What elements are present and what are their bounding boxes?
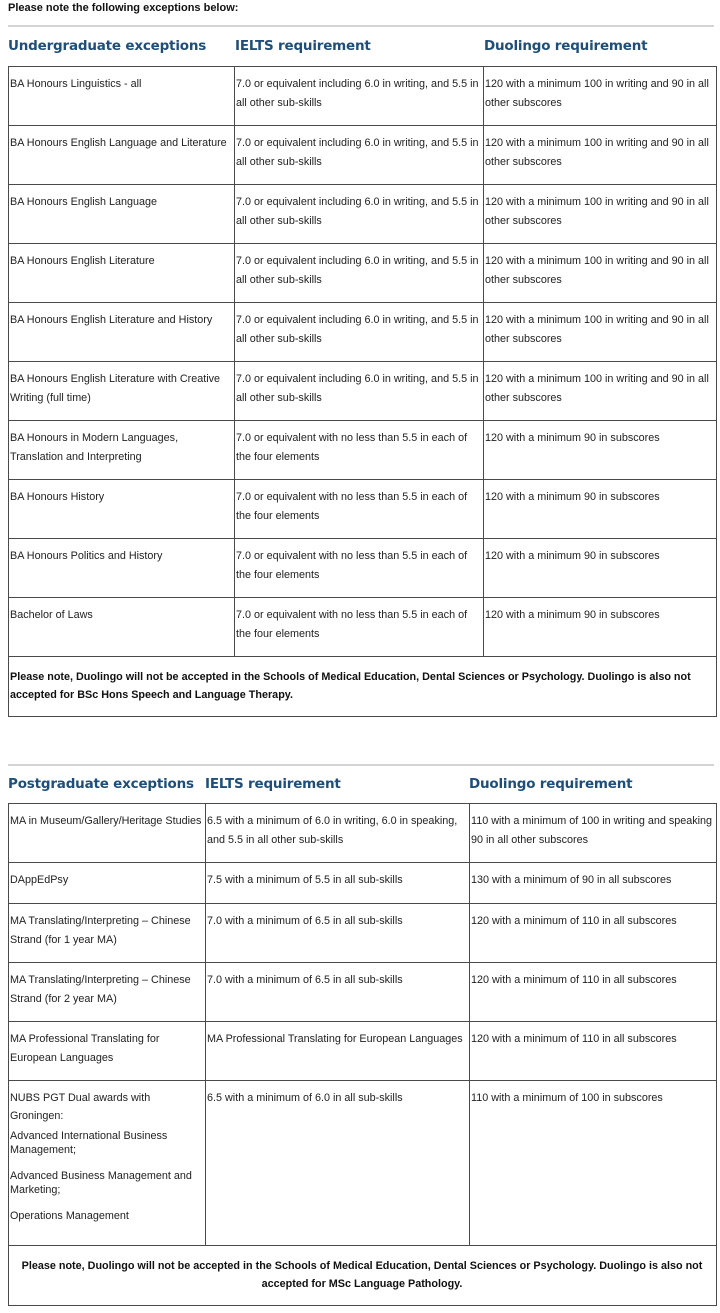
ielts-cell: 7.0 with a minimum of 6.5 in all sub-skills — [206, 963, 470, 1022]
dual-award-item: Operations Management — [10, 1210, 129, 1222]
duolingo-cell: 120 with a minimum 100 in writing and 90 in all other subscores — [484, 244, 717, 303]
ielts-cell: 7.0 or equivalent including 6.0 in writing, and 5.5 in all other sub-skills — [235, 67, 484, 126]
ug-header-ielts: IELTS requirement — [235, 38, 371, 54]
course-cell: Bachelor of Laws — [9, 598, 235, 657]
ielts-cell: 6.5 with a minimum of 6.0 in writing, 6.0 in speaking, and 5.5 in all other sub-skills — [206, 804, 470, 863]
table-row — [9, 539, 717, 598]
ielts-cell: 7.0 or equivalent with no less than 5.5 in each of the four elements — [235, 480, 484, 539]
dual-award-item: Advanced Business Management and Marketing; — [10, 1170, 192, 1196]
course-cell: BA Honours Linguistics - all — [9, 67, 235, 126]
course-cell: BA Honours in Modern Languages, Translation and Interpreting — [9, 421, 235, 480]
duolingo-cell: 120 with a minimum 90 in subscores — [484, 421, 717, 480]
course-cell — [9, 1081, 206, 1246]
postgraduate-table — [8, 803, 717, 1306]
ug-header-course: Undergraduate exceptions — [8, 38, 207, 54]
course-cell: BA Honours English Literature with Creative Writing (full time) — [9, 362, 235, 421]
duolingo-cell: 120 with a minimum 100 in writing and 90 in all other subscores — [484, 126, 717, 185]
ielts-cell: 7.0 or equivalent including 6.0 in writing, and 5.5 in all other sub-skills — [235, 126, 484, 185]
ielts-cell: MA Professional Translating for European Languages — [206, 1022, 470, 1081]
course-cell: MA Translating/Interpreting – Chinese Strand (for 1 year MA) — [9, 904, 206, 963]
duolingo-cell: 110 with a minimum of 100 in subscores — [470, 1081, 717, 1246]
duolingo-cell: 130 with a minimum of 90 in all subscores — [470, 863, 717, 904]
dual-award-item: Advanced International Business Management; — [10, 1130, 168, 1156]
duolingo-cell: 120 with a minimum 100 in writing and 90 in all other subscores — [484, 362, 717, 421]
course-cell: MA in Museum/Gallery/Heritage Studies — [9, 804, 206, 863]
duolingo-cell: 120 with a minimum of 110 in all subscores — [470, 1022, 717, 1081]
course-cell: MA Professional Translating for European Languages — [9, 1022, 206, 1081]
course-cell: BA Honours English Literature and History — [9, 303, 235, 362]
table-row — [9, 863, 717, 904]
duolingo-cell: 120 with a minimum 90 in subscores — [484, 480, 717, 539]
course-cell: BA Honours English Language — [9, 185, 235, 244]
table-row — [9, 126, 717, 185]
pg-duolingo-note: Please note, Duolingo will not be accepted in the Schools of Medical Education, Dental Sciences or Psychology. Duolingo is also not accepted for MSc Language Pathology. — [9, 1246, 717, 1306]
ielts-cell: 7.0 or equivalent including 6.0 in writing, and 5.5 in all other sub-skills — [235, 244, 484, 303]
ielts-cell: 7.0 or equivalent with no less than 5.5 in each of the four elements — [235, 539, 484, 598]
course-cell: BA Honours History — [9, 480, 235, 539]
duolingo-cell: 120 with a minimum 90 in subscores — [484, 539, 717, 598]
ielts-cell: 7.0 or equivalent with no less than 5.5 in each of the four elements — [235, 421, 484, 480]
duolingo-cell: 120 with a minimum 90 in subscores — [484, 598, 717, 657]
pg-header-ielts: IELTS requirement — [205, 776, 341, 792]
table-row — [9, 244, 717, 303]
ielts-cell: 7.0 with a minimum of 6.5 in all sub-skills — [206, 904, 470, 963]
ielts-cell: 7.0 or equivalent including 6.0 in writing, and 5.5 in all other sub-skills — [235, 362, 484, 421]
course-cell: DAppEdPsy — [9, 863, 206, 904]
duolingo-cell: 120 with a minimum of 110 in all subscores — [470, 963, 717, 1022]
table-row — [9, 185, 717, 244]
table-row — [9, 598, 717, 657]
duolingo-cell: 120 with a minimum 100 in writing and 90 in all other subscores — [484, 185, 717, 244]
table-row — [9, 963, 717, 1022]
duolingo-cell: 120 with a minimum 100 in writing and 90 in all other subscores — [484, 303, 717, 362]
duolingo-cell: 110 with a minimum of 100 in writing and speaking 90 in all other subscores — [470, 804, 717, 863]
table-row — [9, 67, 717, 126]
pg-header-course: Postgraduate exceptions — [8, 776, 194, 792]
undergraduate-table — [8, 66, 717, 717]
table-row — [9, 904, 717, 963]
course-cell: BA Honours English Literature — [9, 244, 235, 303]
table-row — [9, 362, 717, 421]
pg-header-duolingo: Duolingo requirement — [469, 776, 633, 792]
divider — [8, 764, 714, 766]
course-cell: BA Honours English Language and Literature — [9, 126, 235, 185]
table-row — [9, 421, 717, 480]
dual-award-title: NUBS PGT Dual awards with Groningen: — [10, 1092, 151, 1122]
ielts-cell: 6.5 with a minimum of 6.0 in all sub-skills — [206, 1081, 470, 1246]
table-row — [9, 1246, 717, 1306]
ielts-cell: 7.0 or equivalent including 6.0 in writing, and 5.5 in all other sub-skills — [235, 303, 484, 362]
ielts-cell: 7.0 or equivalent with no less than 5.5 in each of the four elements — [235, 598, 484, 657]
ug-header-duolingo: Duolingo requirement — [484, 38, 648, 54]
table-row — [9, 480, 717, 539]
ug-duolingo-note: Please note, Duolingo will not be accepted in the Schools of Medical Education, Dental Sciences or Psychology. Duolingo is also not accepted for BSc Hons Speech and Language Therapy. — [9, 657, 717, 717]
duolingo-cell: 120 with a minimum of 110 in all subscores — [470, 904, 717, 963]
intro-text: Please note the following exceptions below: — [8, 2, 239, 14]
table-row — [9, 303, 717, 362]
divider — [8, 25, 714, 27]
ielts-cell: 7.0 or equivalent including 6.0 in writing, and 5.5 in all other sub-skills — [235, 185, 484, 244]
table-row — [9, 657, 717, 717]
ielts-cell: 7.5 with a minimum of 5.5 in all sub-skills — [206, 863, 470, 904]
table-row — [9, 1022, 717, 1081]
duolingo-cell: 120 with a minimum 100 in writing and 90 in all other subscores — [484, 67, 717, 126]
course-cell: BA Honours Politics and History — [9, 539, 235, 598]
course-cell: MA Translating/Interpreting – Chinese Strand (for 2 year MA) — [9, 963, 206, 1022]
table-row — [9, 1081, 717, 1246]
table-row — [9, 804, 717, 863]
